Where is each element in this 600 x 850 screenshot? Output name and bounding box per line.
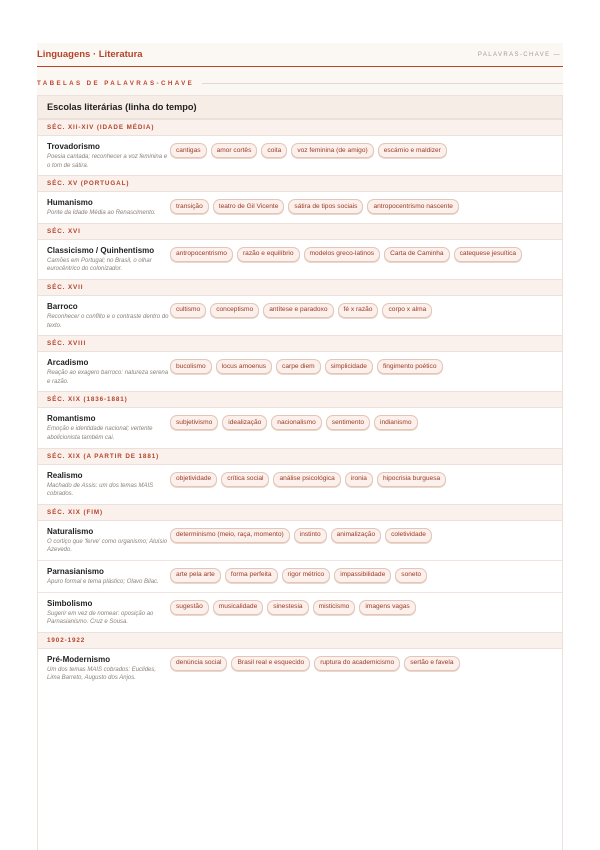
header-tag: PALAVRAS-CHAVE — — [477, 51, 561, 58]
keyword-list — [170, 655, 556, 683]
keyword-tag: forma perfeita — [225, 568, 278, 583]
keyword-tag: imagens vagas — [359, 600, 415, 615]
school-info — [47, 471, 170, 499]
school-description: Reação ao exagero barroco: natureza serena e razão. — [47, 370, 169, 385]
era-header: SÉC. XII-XIV (IDADE MÉDIA) — [38, 119, 562, 136]
keyword-tag: transição — [170, 199, 209, 214]
school-description: Camões em Portugal; no Brasil, o olhar eurocêntrico do colonizador. — [47, 257, 152, 273]
section-heading — [37, 77, 563, 89]
school-info — [47, 358, 170, 386]
table-title: Escolas literárias (linha do tempo) — [38, 96, 562, 119]
school-info — [47, 567, 170, 587]
keyword-tag: locus amoenus — [216, 359, 272, 374]
keyword-list — [170, 142, 556, 170]
keyword-tag: carpe diem — [276, 359, 321, 374]
school-description: Poesia cantada; reconhecer a voz feminina e o tom de sátira. — [47, 154, 168, 169]
keyword-tag: modelos greco-latinos — [304, 247, 381, 262]
table-row — [38, 465, 562, 504]
keyword-tag: hipocrisia burguesa — [377, 472, 446, 487]
school-name: Pré-Modernismo — [47, 654, 111, 664]
era-header: SÉC. XVIII — [38, 335, 562, 352]
keyword-tag: antropocentrismo — [170, 247, 233, 262]
school-name: Barroco — [47, 301, 78, 311]
era-header: SÉC. XVI — [38, 223, 562, 240]
school-name: Realismo — [47, 470, 83, 480]
table-row — [38, 408, 562, 447]
keyword-tag: animalização — [331, 528, 381, 543]
era-header: SÉC. XIX (1836-1881) — [38, 391, 562, 408]
keyword-tag: fé x razão — [338, 303, 379, 318]
keyword-list — [170, 414, 556, 442]
era-header: SÉC. XV (PORTUGAL) — [38, 175, 562, 192]
school-info — [47, 414, 170, 442]
keyword-tag: impassibilidade — [334, 568, 391, 583]
keyword-tag: cultismo — [170, 303, 206, 318]
keyword-list — [170, 567, 556, 587]
keyword-tag: sugestão — [170, 600, 209, 615]
keyword-tag: objetividade — [170, 472, 217, 487]
keyword-tag: denúncia social — [170, 656, 227, 671]
keyword-list — [170, 198, 556, 218]
school-info — [47, 527, 170, 555]
school-name: Classicismo / Quinhentismo — [47, 245, 155, 255]
keyword-tag: idealização — [222, 415, 267, 430]
school-name: Simbolismo — [47, 598, 93, 608]
keyword-tag: sinestesia — [267, 600, 308, 615]
keyword-tag: nacionalismo — [271, 415, 321, 430]
school-description: Reconhecer o conflito e o contraste dentro do texto. — [47, 313, 169, 329]
keyword-tag: soneto — [395, 568, 427, 583]
table-row — [38, 192, 562, 223]
keyword-tag: sertão e favela — [404, 656, 459, 671]
keyword-tag: coita — [261, 143, 287, 158]
keyword-tag: subjetivismo — [170, 415, 218, 430]
school-description: O cortiço que 'ferve' como organismo; Aluísio Azevedo. — [47, 538, 168, 554]
keyword-tag: misticismo — [313, 600, 356, 615]
keyword-tag: sátira de tipos sociais — [288, 199, 363, 214]
page-header — [37, 43, 563, 67]
school-name: Arcadismo — [47, 358, 89, 368]
page — [37, 43, 563, 850]
table-row — [38, 240, 562, 279]
school-description: Sugerir em vez de nomear: oposição ao Parnasianismo. Cruz e Sousa. — [47, 610, 154, 626]
keyword-tag: ironia — [345, 472, 373, 487]
school-name: Humanismo — [47, 198, 93, 208]
keyword-list — [170, 246, 556, 274]
school-description: Apuro formal e tema plástico; Olavo Bilac. — [47, 578, 159, 585]
keyword-tag: teatro de Gil Vicente — [213, 199, 285, 214]
section-label: TABELAS DE PALAVRAS-CHAVE — [37, 79, 195, 87]
school-name: Naturalismo — [47, 526, 94, 536]
era-header: 1902-1922 — [38, 632, 562, 649]
keyword-tag: bucolismo — [170, 359, 212, 374]
table-row — [38, 560, 562, 592]
keyword-tag: coletividade — [385, 528, 432, 543]
table-body — [38, 119, 562, 688]
era-header: SÉC. XIX (FIM) — [38, 504, 562, 521]
keyword-tag: razão e equilíbrio — [237, 247, 300, 262]
keyword-tag: sentimento — [326, 415, 370, 430]
school-info — [47, 246, 170, 274]
keyword-tag: amor cortês — [211, 143, 258, 158]
keyword-table — [37, 95, 563, 850]
era-header: SÉC. XIX (A PARTIR DE 1881) — [38, 448, 562, 465]
keyword-list — [170, 527, 556, 555]
table-row — [38, 136, 562, 175]
school-description: Machado de Assis: um dos temas MAIS cobrados. — [47, 482, 154, 498]
keyword-tag: ruptura do academicismo — [314, 656, 400, 671]
keyword-tag: rigor métrico — [282, 568, 331, 583]
keyword-tag: conceptismo — [210, 303, 259, 318]
school-info — [47, 142, 170, 170]
section-divider — [202, 83, 563, 84]
keyword-list — [170, 302, 556, 330]
keyword-tag: escárnio e maldizer — [378, 143, 447, 158]
keyword-tag: antítese e paradoxo — [263, 303, 333, 318]
school-info — [47, 655, 170, 683]
school-description: Emoção e identidade nacional; vertente abolicionista também cai. — [47, 426, 153, 441]
table-row — [38, 521, 562, 560]
keyword-tag: corpo x alma — [382, 303, 432, 318]
school-description: Ponte da Idade Média ao Renascimento. — [47, 210, 156, 217]
keyword-list — [170, 358, 556, 386]
keyword-tag: simplicidade — [325, 359, 373, 374]
keyword-tag: Carta de Caminha — [384, 247, 450, 262]
keyword-list — [170, 599, 556, 627]
keyword-tag: crítica social — [221, 472, 269, 487]
table-row — [38, 296, 562, 335]
school-name: Trovadorismo — [47, 142, 100, 151]
table-row — [38, 649, 562, 688]
school-description: Um dos temas MAIS cobrados: Euclides, Lima Barreto, Augusto dos Anjos. — [47, 666, 157, 682]
keyword-tag: arte pela arte — [170, 568, 221, 583]
keyword-tag: determinismo (meio, raça, momento) — [170, 528, 290, 543]
keyword-tag: indianismo — [374, 415, 418, 430]
keyword-list — [170, 471, 556, 499]
keyword-tag: instinto — [294, 528, 327, 543]
keyword-tag: cantigas — [170, 143, 207, 158]
keyword-tag: Brasil real e esquecido — [231, 656, 310, 671]
table-row — [38, 592, 562, 632]
school-name: Parnasianismo — [47, 566, 104, 576]
keyword-tag: catequese jesuítica — [454, 247, 522, 262]
keyword-tag: voz feminina (de amigo) — [291, 143, 373, 158]
keyword-tag: fingimento poético — [377, 359, 443, 374]
keyword-tag: análise psicológica — [273, 472, 340, 487]
page-title: Linguagens · Literatura — [37, 49, 143, 60]
school-name: Romantismo — [47, 414, 96, 424]
school-info — [47, 198, 170, 218]
keyword-tag: antropocentrismo nascente — [367, 199, 459, 214]
school-info — [47, 599, 170, 627]
keyword-tag: musicalidade — [213, 600, 263, 615]
table-row — [38, 352, 562, 391]
school-info — [47, 302, 170, 330]
era-header: SÉC. XVII — [38, 279, 562, 296]
